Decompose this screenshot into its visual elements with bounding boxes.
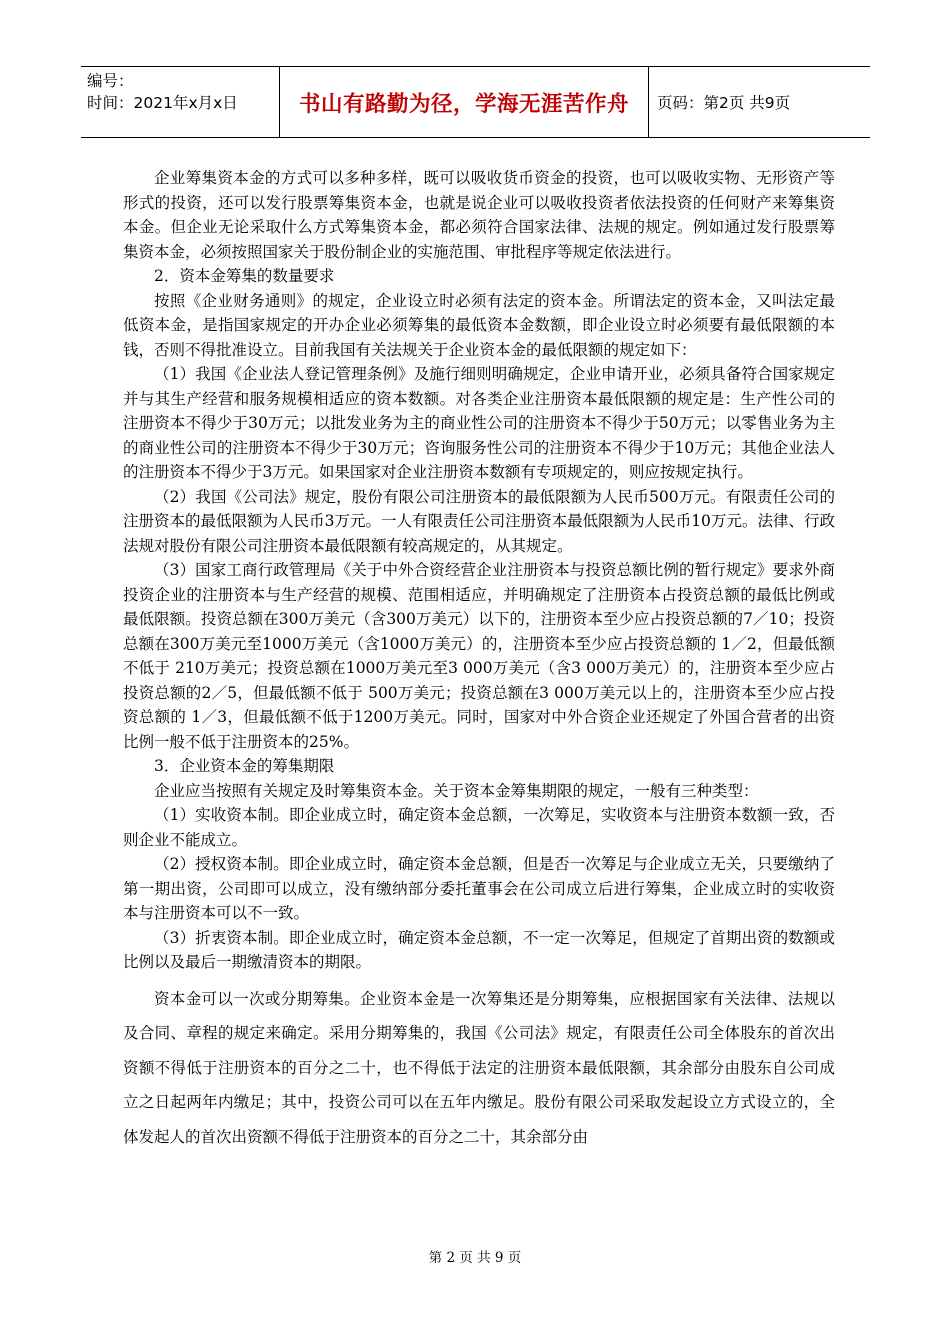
- paragraph: 企业筹集资本金的方式可以多种多样，既可以吸收货币资金的投资，也可以吸收实物、无形资产等形式的投资，还可以发行股票筹集资本金，也就是说企业可以吸收投资者依法投资的任何财产来筹集资本金。但企业无论采取什么方式筹集资本金，都必须符合国家法律、法规的规定。例如通过发行股票筹集资本金，必须按照国家关于股份制企业的实施范围、审批程序等规定依法进行。: [123, 169, 835, 261]
- header-motto-cell: [279, 67, 649, 137]
- header-meta: [81, 67, 279, 137]
- paragraph: （1）我国《企业法人登记管理条例》及施行细则明确规定，企业申请开业，必须具备符合国家规定并与其生产经营和服务规模相适应的资本数额。对各类企业注册资本最低限额的规定是：生产性公司的注册资本不得少于30万元；以批发业务为主的商业性公司的注册资本不得少于50万元；以零售业务为主的商业性公司的注册资本不得少于30万元；咨询服务性公司的注册资本不得少于10万元；其他企业法人的注册资本不得少于3万元。如果国家对企业注册资本数额有专项规定的，则应按规定执行。: [123, 365, 835, 481]
- document-time-label: 时间：2021年x月x日: [87, 94, 238, 112]
- document-body: [123, 166, 835, 1154]
- section-heading: 3．企业资本金的筹集期限: [154, 757, 335, 775]
- paragraph: （1）实收资本制。即企业成立时，确定资本金总额，一次筹足，实收资本与注册资本数额一致，否则企业不能成立。: [123, 806, 835, 849]
- document-number-label: 编号：: [87, 72, 134, 90]
- section-heading: 2．资本金筹集的数量要求: [154, 267, 335, 285]
- page-footer: 第 2 页 共 9 页: [428, 1250, 522, 1266]
- paragraph: 企业应当按照有关规定及时筹集资本金。关于资本金筹集期限的规定，一般有三种类型：: [154, 781, 759, 800]
- header-motto: 书山有路勤为径，学海无涯苦作舟: [298, 91, 629, 117]
- paragraph: 资本金可以一次或分期筹集。企业资本金是一次筹集还是分期筹集，应根据国家有关法律、法规以及合同、章程的规定来确定。采用分期筹集的，我国《公司法》规定，有限责任公司全体股东的首次出资额不得低于注册资本的百分之二十，也不得低于法定的注册资本最低限额，其余部分由股东自公司成立之日起两年内缴足；其中，投资公司可以在五年内缴足。股份有限公司采取发起设立方式设立的，全体发起人的首次出资额不得低于注册资本的百分之二十，其余部分由: [123, 989, 835, 1146]
- paragraph: （3）折衷资本制。即企业成立时，确定资本金总额，不一定一次筹足，但规定了首期出资的数额或比例以及最后一期缴清资本的期限。: [123, 928, 835, 971]
- paragraph: （3）国家工商行政管理局《关于中外合资经营企业注册资本与投资总额比例的暂行规定》要求外商投资企业的注册资本与生产经营的规模、范围相适应，并明确规定了注册资本占投资总额的最低比例或最低限额。投资总额在300万美元（含300万美元）以下的，注册资本至少应占投资总额的7／10；投资总额在300万美元至1000万美元（含1000万美元）的，注册资本至少应占投资总额的 1／2，但最低额不低于 210万美元；投资总额在1000万美元至3 000万美元（含3 000万美元）的，注册资本至少应占投资总额的2／5，但最低额不低于 500万美元；投资总额在3 000万美元以上的，注册资本至少应占投资总额的 1／3，但最低额不低于1200万美元。同时，国家对中外合资企业还规定了外国合营者的出资比例一般不低于注册资本的25%。: [123, 561, 835, 751]
- page-header: [81, 66, 870, 138]
- paragraph: 按照《企业财务通则》的规定，企业设立时必须有法定的资本金。所谓法定的资本金，又叫法定最低资本金，是指国家规定的开办企业必须筹集的最低资本金数额，即企业设立时必须要有最低限额的本钱，否则不得批准设立。目前我国有关法规关于企业资本金的最低限额的规定如下：: [123, 291, 835, 359]
- paragraph: （2）我国《公司法》规定，股份有限公司注册资本的最低限额为人民币500万元。有限责任公司的注册资本的最低限额为人民币3万元。一人有限责任公司注册资本最低限额为人民币10万元。法律、行政法规对股份有限公司注册资本最低限额有较高规定的，从其规定。: [123, 487, 835, 555]
- header-page-info: 页码：第2页 共9页: [657, 94, 791, 112]
- paragraph: （2）授权资本制。即企业成立时，确定资本金总额，但是否一次筹足与企业成立无关，只要缴纳了第一期出资，公司即可以成立，没有缴纳部分委托董事会在公司成立后进行筹集，企业成立时的实收资本与注册资本可以不一致。: [123, 855, 835, 922]
